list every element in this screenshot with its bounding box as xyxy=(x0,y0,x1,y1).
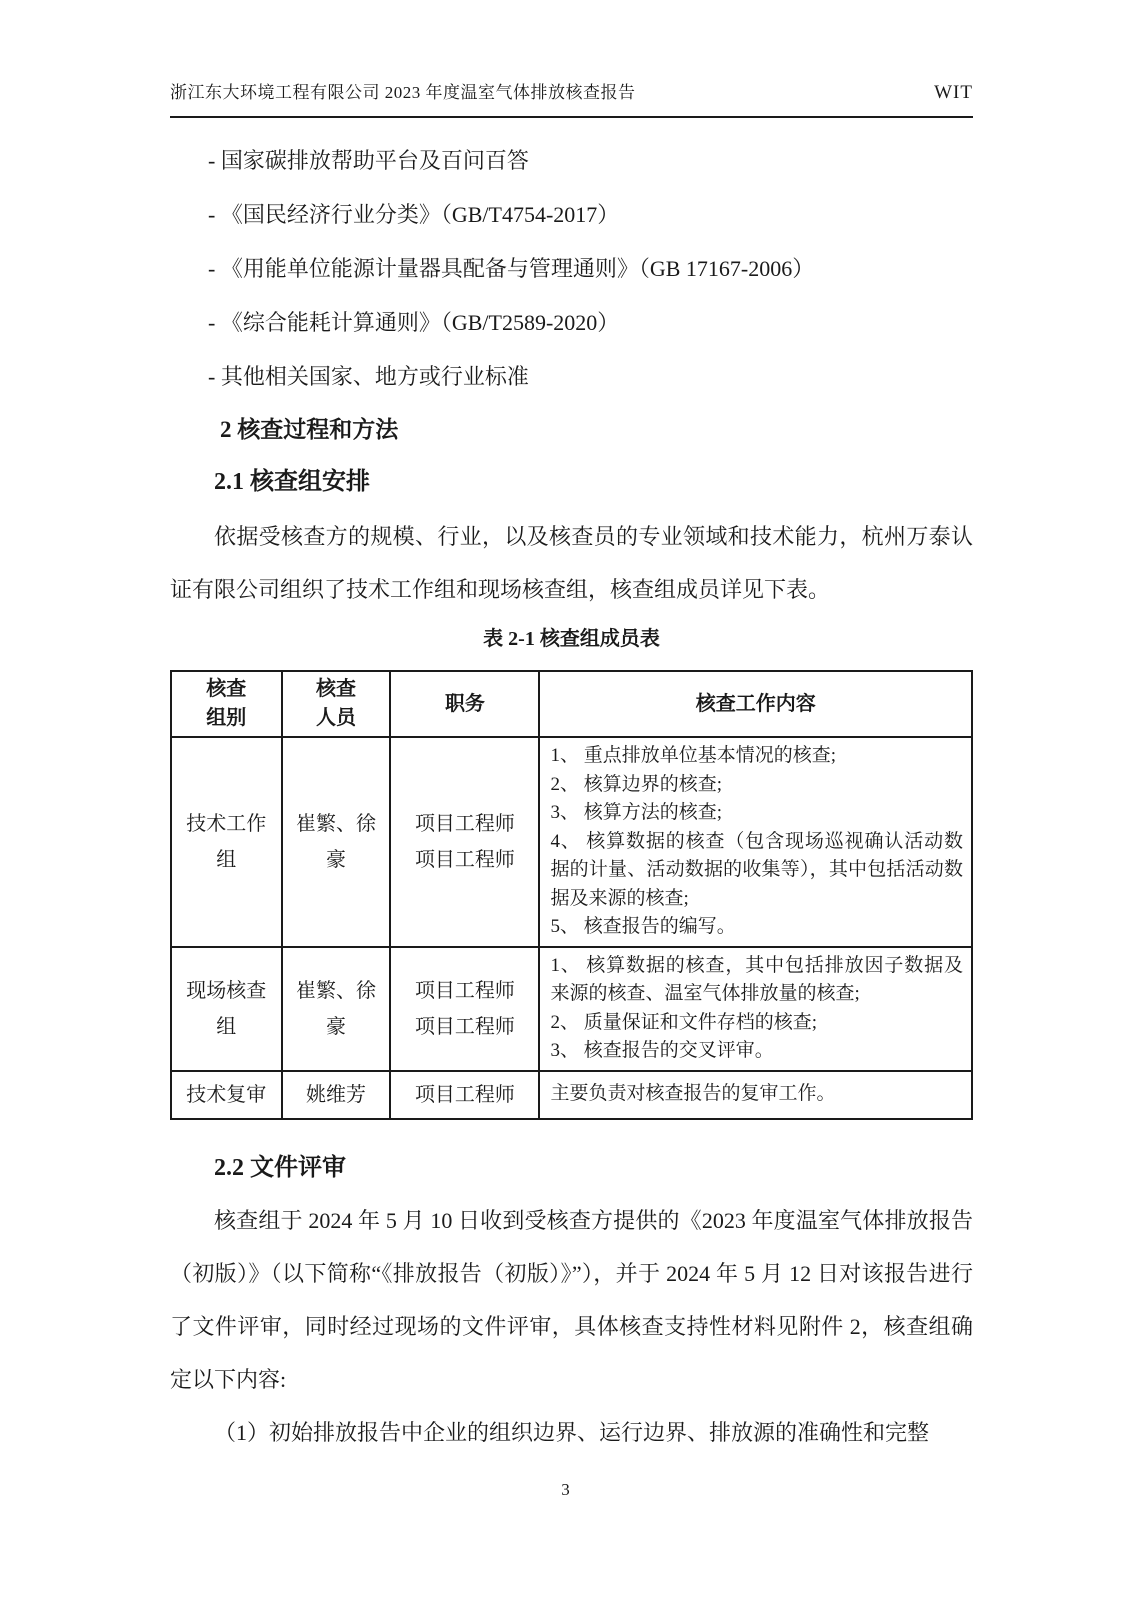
cell-content: 主要负责对核查报告的复审工作。 xyxy=(539,1071,972,1119)
cell-person: 崔繁、徐豪 xyxy=(282,737,391,947)
col-header-group: 核查 组别 xyxy=(171,671,282,737)
paragraph-2-2-item-1: （1）初始排放报告中企业的组织边界、运行边界、排放源的准确性和完整 xyxy=(214,1419,930,1445)
col-header-person: 核查 人员 xyxy=(282,671,391,737)
page-content xyxy=(170,134,973,1459)
table-row xyxy=(171,947,972,1071)
list-item: - 国家碳排放帮助平台及百问百答 xyxy=(208,148,529,173)
list-item: - 《国民经济行业分类》（GB/T4754-2017） xyxy=(208,202,620,227)
section-heading-2-1: 2.1 核查组安排 xyxy=(214,469,370,495)
cell-person: 姚维芳 xyxy=(282,1071,391,1119)
section-heading-2-2: 2.2 文件评审 xyxy=(214,1154,346,1181)
page-header xyxy=(170,0,973,118)
list-item: - 《综合能耗计算通则》（GB/T2589-2020） xyxy=(208,310,620,335)
paragraph-2-1: 依据受核查方的规模、行业，以及核查员的专业领域和技术能力，杭州万泰认证有限公司组织了技术工作组和现场核查组，核查组成员详见下表。 xyxy=(170,524,973,602)
cell-group: 技术复审 xyxy=(171,1071,282,1119)
header-report-title: 浙江东大环境工程有限公司 2023 年度温室气体排放核查报告 xyxy=(170,83,636,102)
section-heading-2: 2 核查过程和方法 xyxy=(220,417,399,442)
page-number: 3 xyxy=(561,1480,570,1499)
table-row xyxy=(171,1071,972,1119)
col-header-role: 职务 xyxy=(390,671,539,737)
cell-group: 现场核查组 xyxy=(171,947,282,1071)
cell-role: 项目工程师 项目工程师 xyxy=(390,947,539,1071)
cell-role: 项目工程师 xyxy=(390,1071,539,1119)
cell-group: 技术工作组 xyxy=(171,737,282,947)
cell-person: 崔繁、徐豪 xyxy=(282,947,391,1071)
table-caption: 表 2-1 核查组成员表 xyxy=(483,628,660,650)
table-row xyxy=(171,737,972,947)
cell-content: 1、 重点排放单位基本情况的核查; 2、 核算边界的核查; 3、 核算方法的核查; 4、 核算数据的核查（包含现场巡视确认活动数据的计量、活动数据的收集等），其中包括活动数据及来源的核查; 5、 核查报告的编写。 xyxy=(539,737,972,947)
table-header-row xyxy=(171,671,972,737)
list-item: - 其他相关国家、地方或行业标准 xyxy=(208,364,529,389)
reference-standards-list xyxy=(170,134,973,404)
list-item: - 《用能单位能源计量器具配备与管理通则》（GB 17167-2006） xyxy=(208,256,815,281)
cell-role: 项目工程师 项目工程师 xyxy=(390,737,539,947)
cell-content: 1、 核算数据的核查，其中包括排放因子数据及来源的核查、温室气体排放量的核查; 2、 质量保证和文件存档的核查; 3、 核查报告的交叉评审。 xyxy=(539,947,972,1071)
col-header-content: 核查工作内容 xyxy=(539,671,972,737)
paragraph-2-2: 核查组于 2024 年 5 月 10 日收到受核查方提供的《2023 年度温室气体排放报告（初版）》（以下简称“《排放报告（初版）》”），并于 2024 年 5 月 12 日对该报告进行了文件评审，同时经过现场的文件评审，具体核查支持性材料见附件 2，核查组确定以下内容: xyxy=(170,1207,973,1392)
wit-logo: WIT xyxy=(934,82,973,103)
verification-team-table xyxy=(170,670,973,1120)
